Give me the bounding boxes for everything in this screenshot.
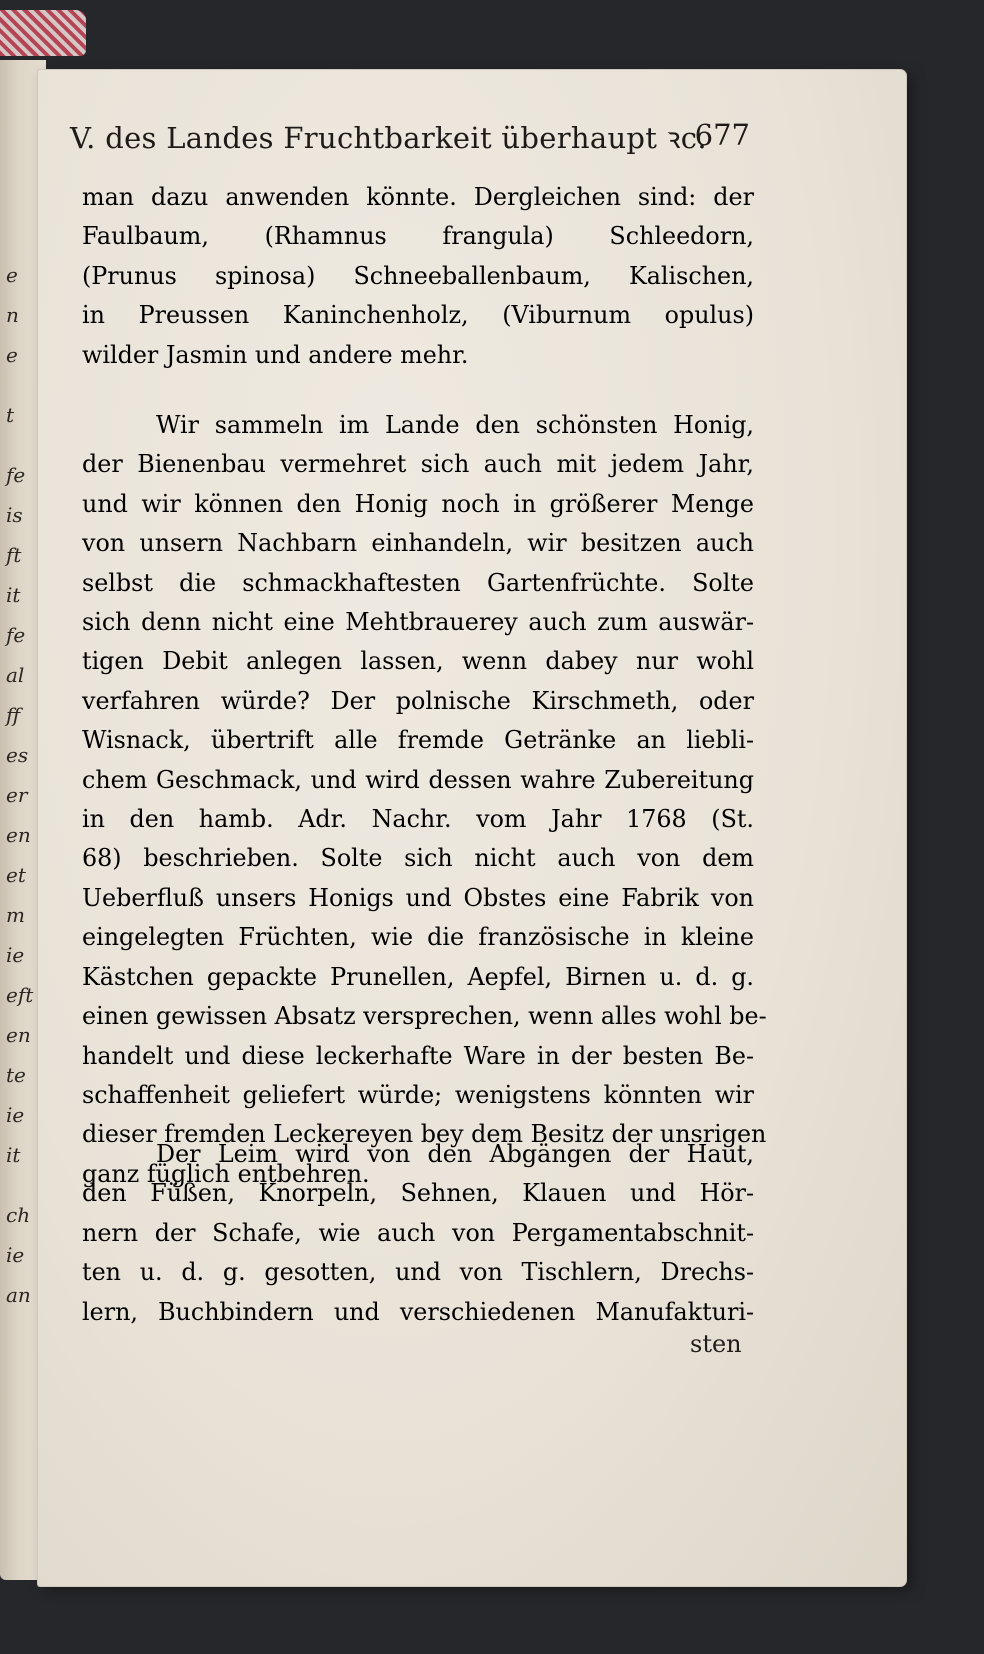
text-line: Der Leim wird von den Abgängen der Haut, <box>156 1140 754 1168</box>
text-line: einen gewissen Absatz versprechen, wenn alles wohl be- <box>82 1002 767 1031</box>
text-line: der Bienenbau vermehret sich auch mit jedem Jahr, <box>82 450 754 479</box>
text-line: schaffenheit geliefert würde; wenigstens könnten wir <box>82 1080 754 1109</box>
facing-page-fragment: ie <box>6 1103 25 1127</box>
facing-page-fragment: et <box>6 863 26 887</box>
facing-page-fragment: te <box>6 1063 26 1087</box>
text-line: ten u. d. g. gesotten, und von Tischlern, Drechs- <box>82 1258 754 1287</box>
text-line: in den hamb. Adr. Nachr. vom Jahr 1768 (St. <box>82 805 754 834</box>
text-line: Kästchen gepackte Prunellen, Aepfel, Birnen u. d. g. <box>82 962 754 991</box>
facing-page-fragment: an <box>6 1283 31 1307</box>
facing-page-fragment: en <box>6 1023 31 1047</box>
facing-page-fragment: es <box>6 743 29 767</box>
facing-page-fragment: ft <box>6 543 22 567</box>
text-line: verfahren würde? Der polnische Kirschmeth, oder <box>82 686 754 715</box>
facing-page-fragment: it <box>6 1143 21 1167</box>
text-line: wilder Jasmin und andere mehr. <box>82 340 469 369</box>
text-line: man dazu anwenden könnte. Dergleichen sind: der <box>82 183 754 211</box>
running-title: V. des Landes Fruchtbarkeit überhaupt ꝛc. <box>70 121 707 155</box>
bookmark-ribbon <box>0 10 86 56</box>
text-line: ganz füglich entbehren. <box>82 1159 370 1188</box>
text-line: lern, Buchbindern und verschiedenen Manufakturi- <box>82 1297 754 1326</box>
facing-page-fragment: ch <box>6 1203 31 1227</box>
paragraph-3 <box>82 1135 754 1332</box>
text-line: Wir sammeln im Lande den schönsten Honig, <box>156 411 754 439</box>
facing-page-fragment: al <box>6 663 25 687</box>
text-line: in Preussen Kaninchenholz, (Viburnum opulus) <box>82 301 754 330</box>
facing-page-fragment: e <box>6 263 18 287</box>
facing-page-fragment: er <box>6 783 28 807</box>
catchword: sten <box>690 1330 742 1358</box>
paragraph-1 <box>82 178 754 375</box>
facing-page-fragment: ie <box>6 943 25 967</box>
facing-page-fragment: is <box>6 503 23 527</box>
facing-page-fragment: eft <box>6 983 34 1007</box>
text-line: selbst die schmackhaftesten Gartenfrüchte. Solte <box>82 568 754 597</box>
text-line: handelt und diese leckerhafte Ware in der besten Be- <box>82 1041 754 1070</box>
page-number: 677 <box>694 118 750 152</box>
facing-page-fragment: fe <box>6 623 26 647</box>
text-line: und wir können den Honig noch in größerer Menge <box>82 489 754 518</box>
text-line: eingelegten Früchten, wie die französische in kleine <box>82 923 754 952</box>
facing-page-fragment: t <box>6 403 15 427</box>
text-line: chem Geschmack, und wird dessen wahre Zubereitung <box>82 765 754 794</box>
text-line: von unsern Nachbarn einhandeln, wir besitzen auch <box>82 529 754 558</box>
facing-page-fragment: it <box>6 583 21 607</box>
text-line: sich denn nicht eine Mehtbrauerey auch zum auswär- <box>82 608 754 637</box>
text-line: 68) beschrieben. Solte sich nicht auch von dem <box>82 844 754 873</box>
text-line: (Prunus spinosa) Schneeballenbaum, Kalischen, <box>82 261 754 290</box>
text-line: dieser fremden Leckereyen bey dem Besitz der unsrigen <box>82 1120 767 1149</box>
text-line: den Füßen, Knorpeln, Sehnen, Klauen und Hör- <box>82 1179 754 1208</box>
facing-page-fragment: e <box>6 343 18 367</box>
facing-page-fragment: fe <box>6 463 26 487</box>
facing-page-fragment: en <box>6 823 31 847</box>
text-line: tigen Debit anlegen lassen, wenn dabey nur wohl <box>82 647 754 676</box>
text-line: Ueberfluß unsers Honigs und Obstes eine Fabrik von <box>82 883 754 912</box>
facing-page-fragment: ie <box>6 1243 25 1267</box>
running-header <box>70 118 750 158</box>
text-line: Faulbaum, (Rhamnus frangula) Schleedorn, <box>82 222 754 251</box>
paragraph-2 <box>82 406 767 1194</box>
text-line: Wisnack, übertrift alle fremde Getränke an liebli- <box>82 726 754 755</box>
text-line: nern der Schafe, wie auch von Pergamentabschnit- <box>82 1218 754 1247</box>
facing-page-fragment: ff <box>6 703 21 727</box>
facing-page-fragment: m <box>6 903 25 927</box>
facing-page-fragment: n <box>6 303 19 327</box>
